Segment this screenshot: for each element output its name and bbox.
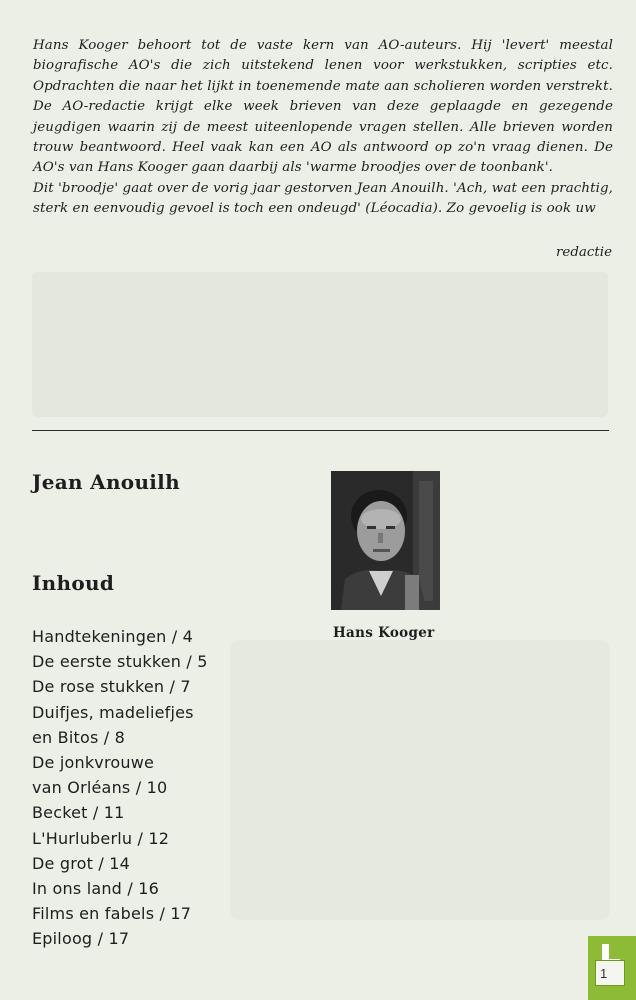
publisher-badge [588, 936, 636, 1000]
toc-item: van Orléans / 10 [32, 778, 168, 798]
toc-item: en Bitos / 8 [32, 727, 126, 747]
author-photo [331, 471, 440, 610]
toc-item: Films en fabels / 17 [32, 904, 192, 924]
editorial-intro [33, 36, 613, 220]
editorial-signature: redactie [556, 245, 612, 260]
toc-item: De grot / 14 [32, 853, 131, 873]
toc-item: In ons land / 16 [32, 879, 159, 899]
divider [32, 430, 609, 431]
portrait-image [331, 471, 440, 610]
paper-print-through-lower [230, 640, 610, 920]
toc-item: De jonkvrouwe [32, 753, 155, 773]
paper-print-through [32, 272, 608, 417]
author-heading: Jean Anouilh [32, 470, 180, 494]
photo-caption: Hans Kooger [333, 625, 435, 641]
toc-item: L'Hurluberlu / 12 [32, 828, 170, 848]
page-number: 1 [595, 960, 625, 986]
intro-paragraph-1: Hans Kooger behoort tot de vaste kern van AO-auteurs. Hij 'levert' meestal biografische AO's die zich uitstekend lenen voor werkstukken, scripties etc. Opdrachten die naar het lijkt in toenemende mate aan scholieren worden verstrekt. De AO-redactie krijgt elke week brieven van deze geplaagde en gezegende jeugdigen waarin zij de meest uiteenlopende vragen stellen. Alle brieven worden trouw beantwoord. Heel vaak kan een AO als antwoord op zo'n vraag dienen. De AO's van Hans Kooger gaan daarbij als 'warme broodjes over de toonbank'. [33, 38, 613, 176]
intro-paragraph-2: Dit 'broodje' gaat over de vorig jaar gestorven Jean Anouilh. 'Ach, wat een prachtig, sterk en eenvoudig gevoel is toch een ondeugd' (Léocadia). Zo gevoelig is ook uw [33, 180, 613, 217]
toc-item: Epiloog / 17 [32, 929, 130, 949]
toc-item: De eerste stukken / 5 [32, 652, 208, 672]
toc-item: Duifjes, madeliefjes [32, 702, 194, 722]
toc-item: Becket / 11 [32, 803, 125, 823]
toc-heading: Inhoud [32, 571, 115, 595]
toc-item: De rose stukken / 7 [32, 677, 191, 697]
toc-item: Handtekeningen / 4 [32, 627, 193, 646]
table-of-contents [32, 624, 208, 952]
